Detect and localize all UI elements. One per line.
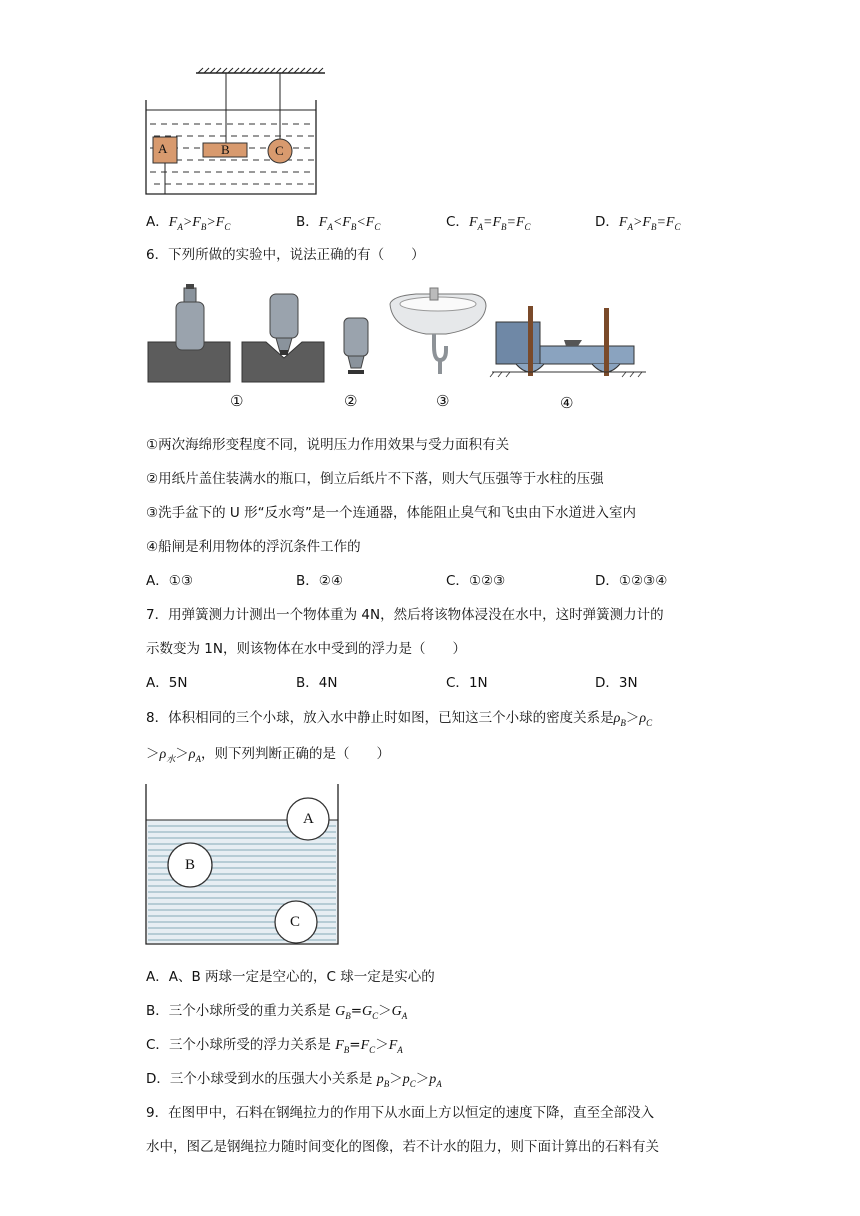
q8-stem-line2: $>\rho_水>\rho_A$，则下列判断正确的是（ ） [146,746,390,764]
q5-option-c[interactable]: C．$F_A=F_B=F_C$ [446,214,531,232]
q6-option-b[interactable]: B．②④ [296,573,343,589]
q7-stem-line1: 7．用弹簧测力计测出一个物体重为 4N，然后将该物体浸没在水中，这时弹簧测力计的 [146,607,664,623]
q6-figure-label-2: ② [344,392,358,410]
q5-label-c: C [275,143,284,158]
q8-stem-line1: 8．体积相同的三个小球，放入水中静止时如图，已知这三个小球的密度关系是$\rho_B>\rho_C$ [146,710,653,728]
q5-option-a[interactable]: A．$F_A>F_B>F_C$ [146,214,231,232]
q7-option-c[interactable]: C．1N [446,675,488,691]
q8-option-c[interactable]: C．三个小球所受的浮力关系是 $F_B=F_C>F_A$ [146,1037,403,1055]
q9-stem-line2: 水中，图乙是钢绳拉力随时间变化的图像，若不计水的阻力，则下面计算出的石料有关 [146,1139,659,1155]
q7-option-d[interactable]: D．3N [595,675,638,691]
q6-statement-4: ④船闸是利用物体的浮沉条件工作的 [146,539,361,555]
q8-label-b: B [185,857,196,873]
q5-figure-tank [140,66,325,198]
q6-statement-2: ②用纸片盖住装满水的瓶口，倒立后纸片不下落，则大气压强等于水柱的压强 [146,471,604,487]
q8-figure-balls [140,782,342,948]
q9-stem-line1: 9．在图甲中，石料在钢绳拉力的作用下从水面上方以恒定的速度下降，直至全部没入 [146,1105,655,1121]
q8-option-b[interactable]: B．三个小球所受的重力关系是 $G_B=G_C>G_A$ [146,1003,408,1021]
q6-figure-label-4: ④ [560,394,574,412]
q8-label-c: C [290,914,301,930]
q8-label-a: A [303,811,314,827]
q7-option-b[interactable]: B．4N [296,675,338,691]
q6-figure-label-1: ① [230,392,244,410]
q6-option-c[interactable]: C．①②③ [446,573,506,589]
q7-option-a[interactable]: A．5N [146,675,188,691]
q6-statement-3: ③洗手盆下的 U 形“反水弯”是一个连通器，体能阻止臭气和飞虫由下水道进入室内 [146,505,637,521]
q6-statement-1: ①两次海绵形变程度不同，说明压力作用效果与受力面积有关 [146,437,510,453]
q5-option-d[interactable]: D．$F_A>F_B=F_C$ [595,214,681,232]
q6-option-d[interactable]: D．①②③④ [595,573,668,589]
q8-option-a[interactable]: A．A、B 两球一定是空心的，C 球一定是实心的 [146,969,435,985]
q6-stem: 6．下列所做的实验中，说法正确的有（ ） [146,247,425,263]
q6-option-a[interactable]: A．①③ [146,573,193,589]
q5-label-b: B [221,142,230,157]
q5-option-b[interactable]: B．$F_A<F_B<F_C$ [296,214,381,232]
q6-figure-experiments [146,282,656,390]
q7-stem-line2: 示数变为 1N，则该物体在水中受到的浮力是（ ） [146,641,466,657]
q5-label-a: A [158,141,168,156]
q8-option-d[interactable]: D．三个小球受到水的压强大小关系是 $p_B>p_C>p_A$ [146,1071,442,1089]
q6-figure-label-3: ③ [436,392,450,410]
